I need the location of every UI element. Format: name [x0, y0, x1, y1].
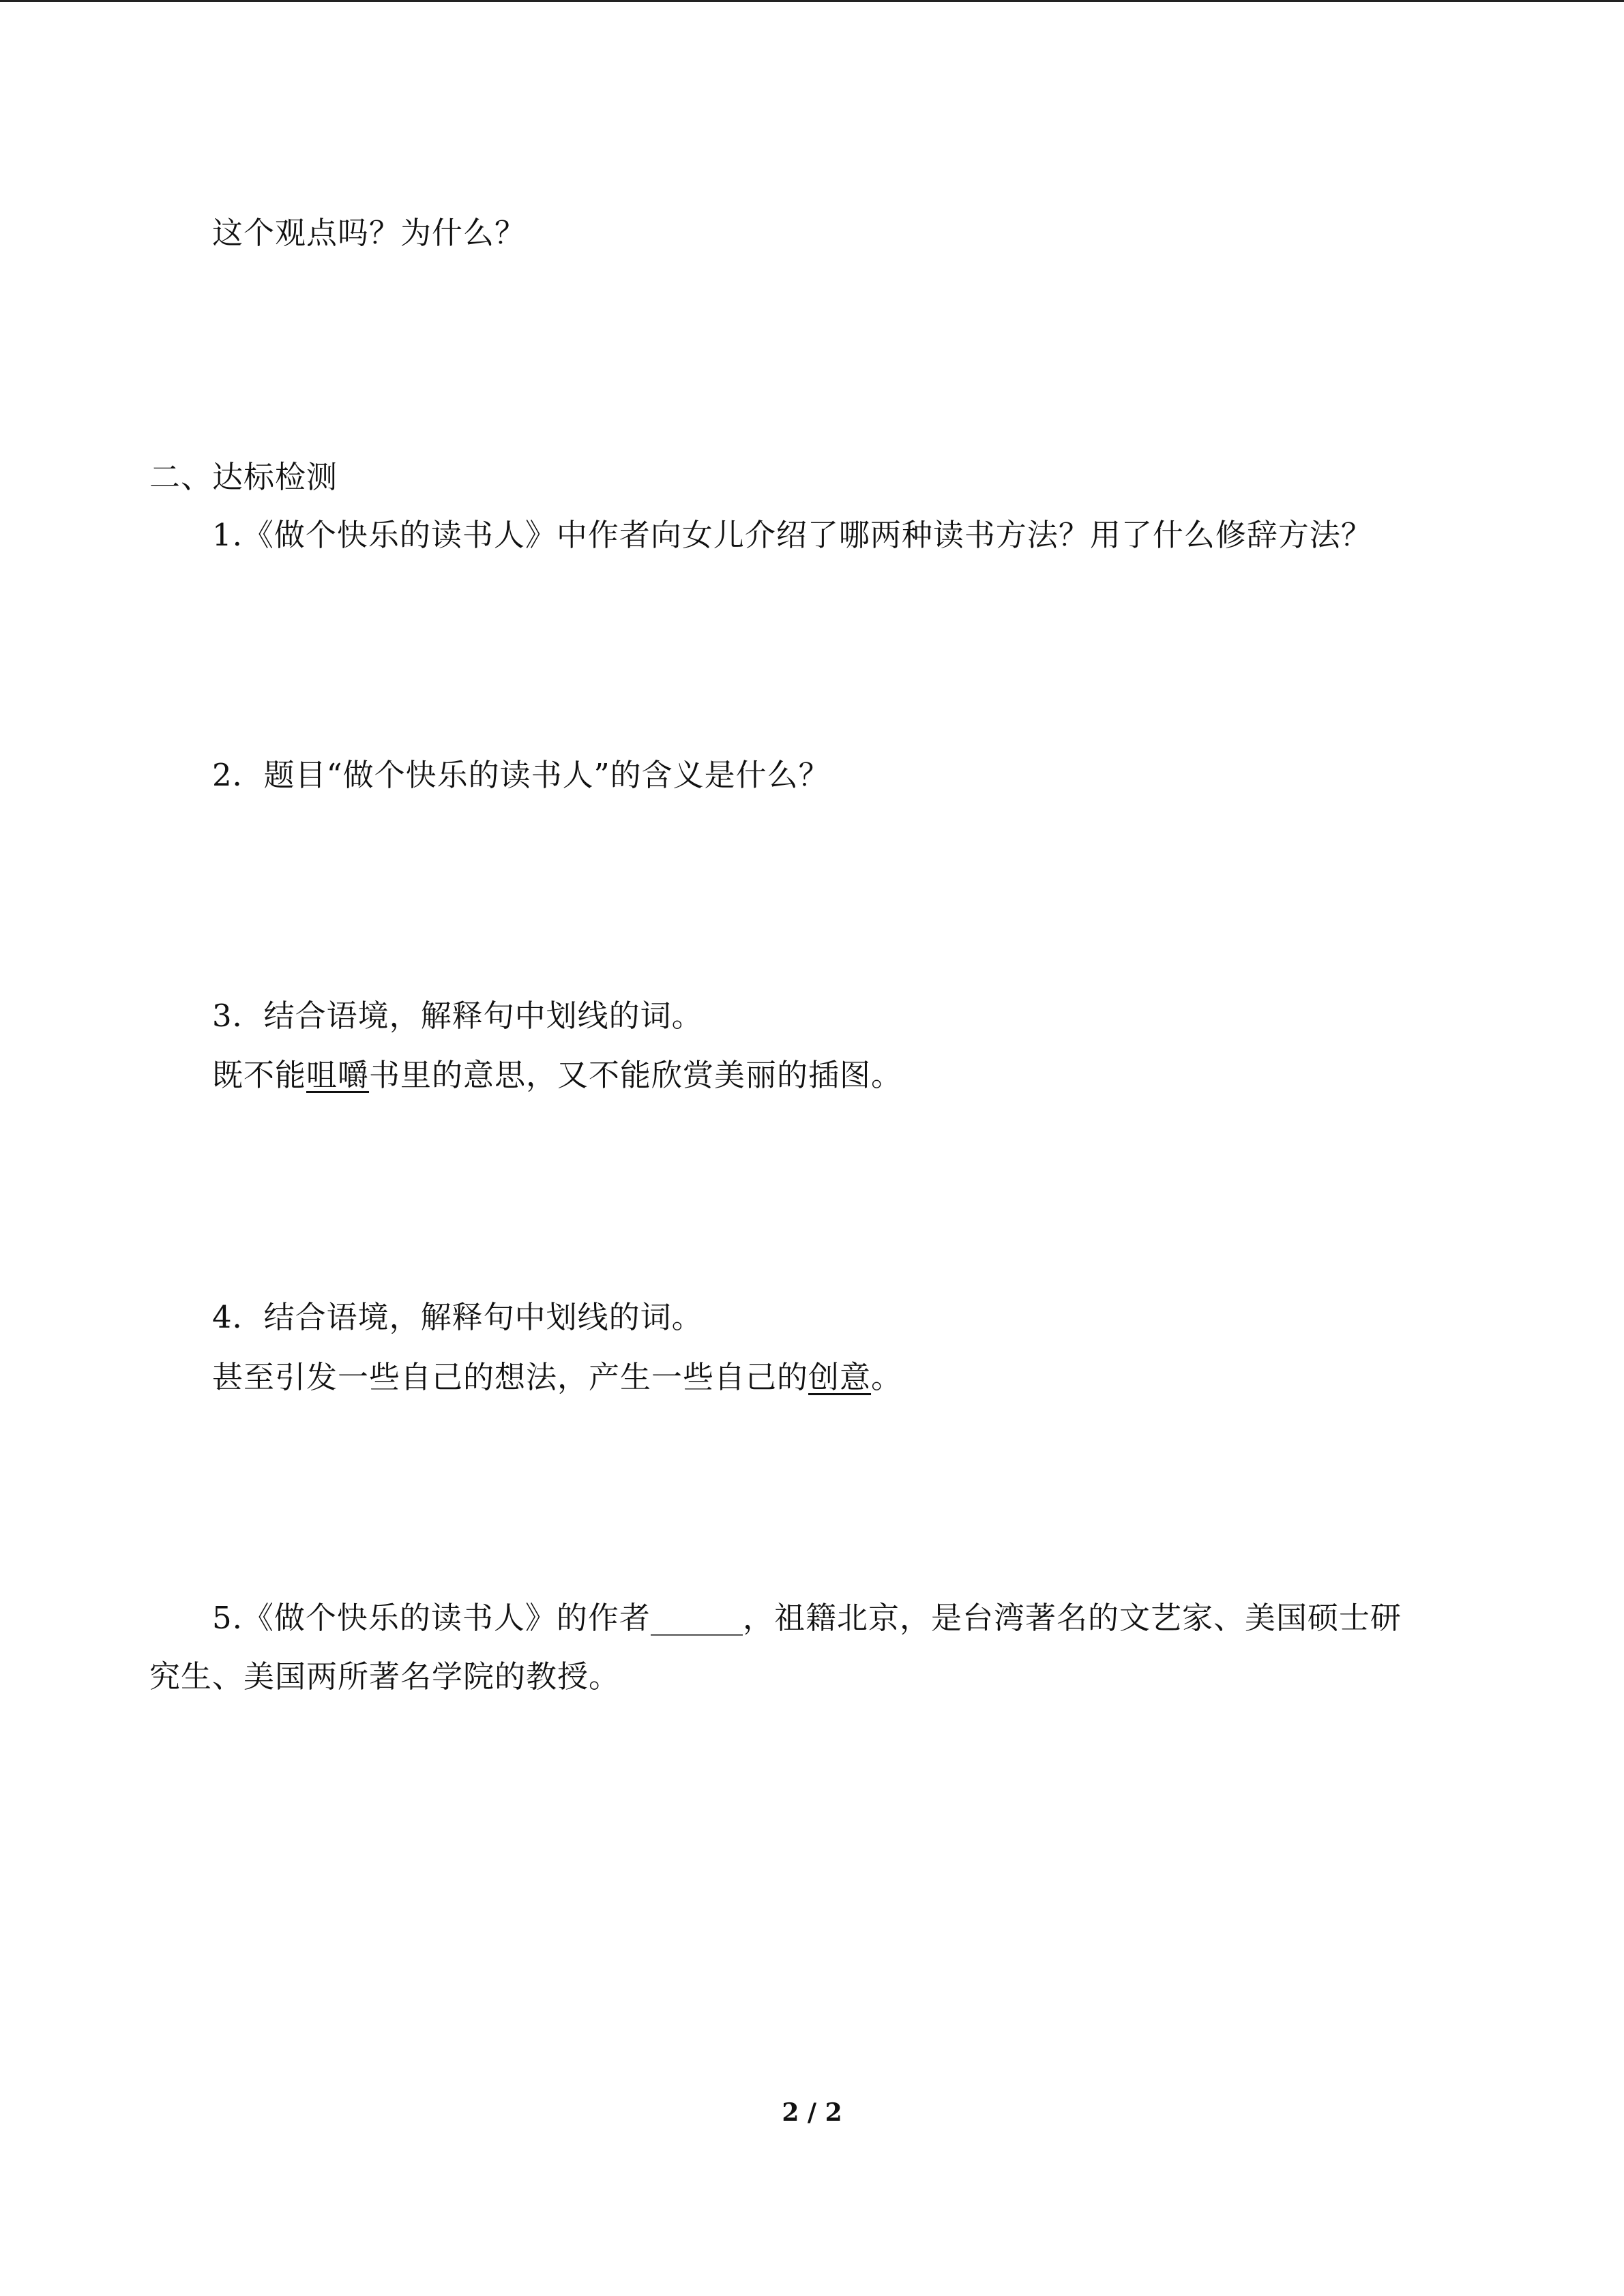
page-number: 2 / 2 [782, 2098, 842, 2127]
question-5-after-blank: ，祖籍北京，是台湾著名的文艺家、美国硕士研 [742, 1600, 1402, 1636]
top-border-line [0, 0, 1624, 2]
section-heading: 二、达标检测 [149, 459, 338, 495]
question-1: 1.《做个快乐的读书人》中作者向女儿介绍了哪两种读书方法？用了什么修辞方法？ [212, 517, 1372, 553]
question-4-prompt: 4．结合语境，解释句中划线的词。 [212, 1299, 703, 1335]
question-2: 2．题目“做个快乐的读书人”的含义是什么？ [212, 757, 830, 793]
question-3-sentence-before: 既不能 [212, 1057, 307, 1093]
question-3-sentence [212, 1055, 902, 1096]
question-3-sentence-after: 书里的意思，又不能欣赏美丽的插图。 [369, 1057, 903, 1093]
question-5-line-1 [212, 1598, 1402, 1639]
question-5-before-blank: 5.《做个快乐的读书人》的作者 [212, 1600, 651, 1636]
continuation-text: 这个观点吗？为什么？ [212, 215, 527, 251]
question-5-line-2: 究生、美国两所著名学院的教授。 [149, 1658, 621, 1695]
question-4-underlined-word: 创意 [808, 1359, 872, 1395]
question-4-sentence-after: 。 [871, 1359, 903, 1395]
question-3-prompt: 3．结合语境，解释句中划线的词。 [212, 998, 703, 1034]
question-5-answer-blank: ______ [650, 1600, 743, 1636]
question-4-sentence-before: 甚至引发一些自己的想法，产生一些自己的 [212, 1359, 809, 1395]
question-4-sentence [212, 1357, 902, 1398]
question-3-underlined-word: 咀嚼 [306, 1057, 370, 1093]
